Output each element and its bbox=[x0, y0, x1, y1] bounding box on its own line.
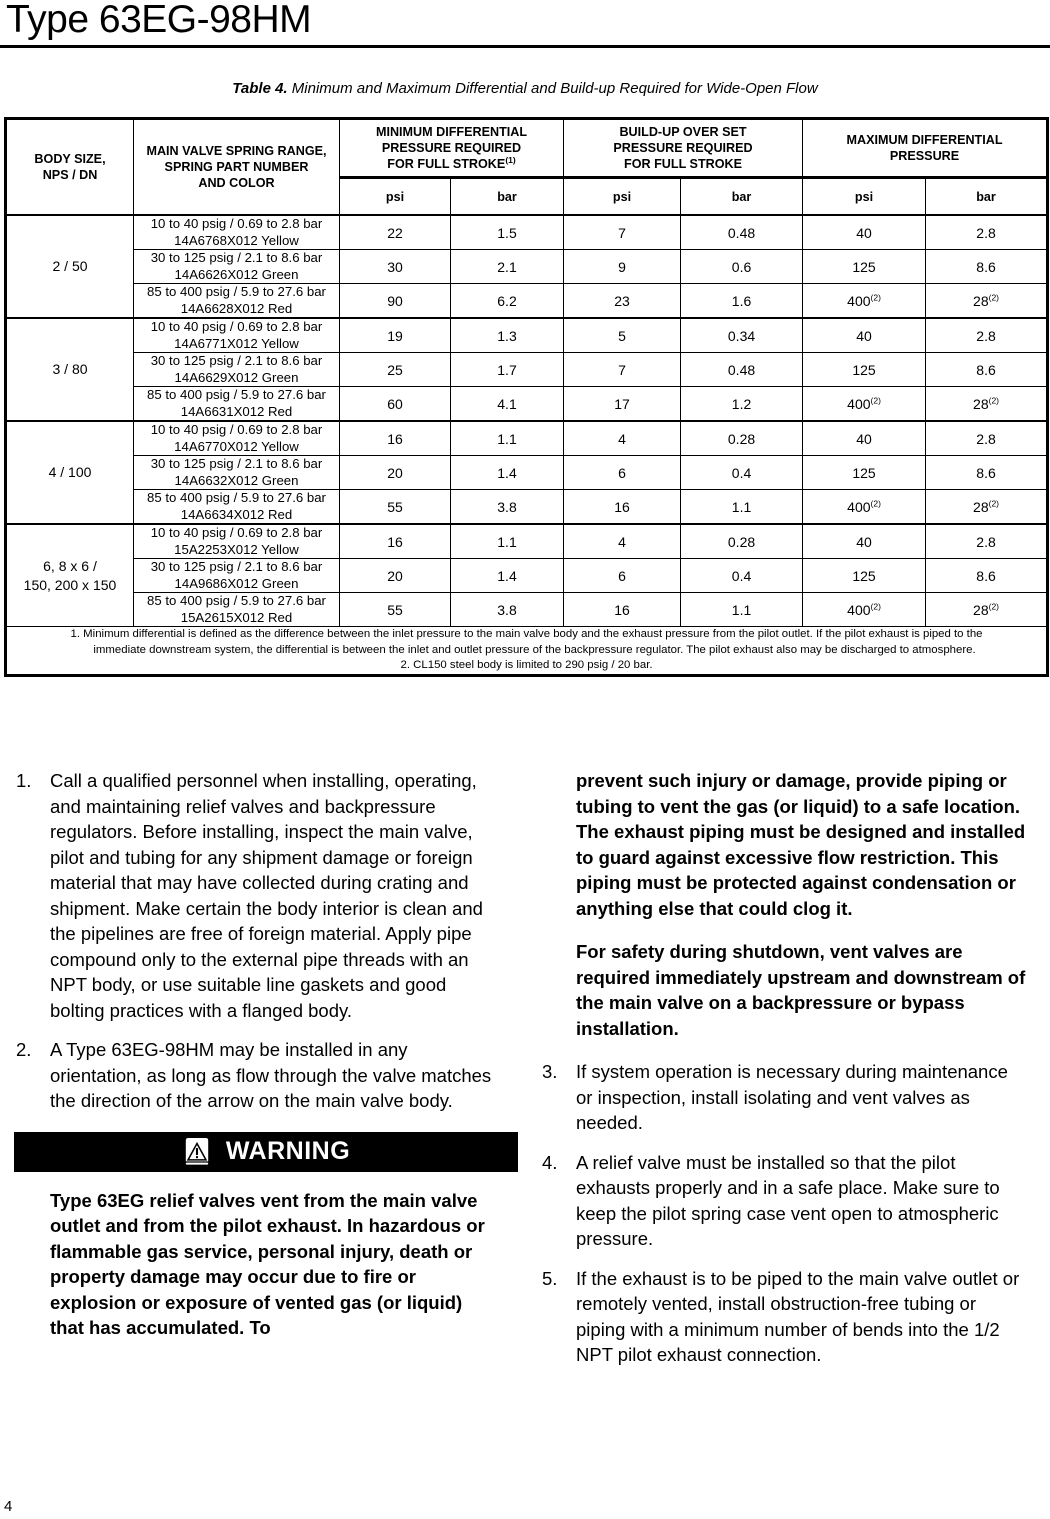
cell-min-bar: 2.1 bbox=[451, 250, 564, 284]
cell-min-bar: 1.1 bbox=[451, 524, 564, 559]
footnote-ref: (2) bbox=[870, 291, 881, 302]
table-header-row-main bbox=[6, 119, 1048, 178]
table-body bbox=[6, 215, 1048, 627]
cell-min-psi: 25 bbox=[340, 353, 451, 387]
spring-range-value: 10 to 40 psig / 0.69 to 2.8 bar bbox=[150, 525, 323, 540]
cell-min-psi: 30 bbox=[340, 250, 451, 284]
list-item-2-marker: 2. bbox=[16, 1039, 32, 1060]
cell-min-psi: 22 bbox=[340, 215, 451, 250]
cell-spring-range bbox=[134, 490, 340, 525]
cell-body-size: 2 / 50 bbox=[6, 215, 134, 318]
cell-buildup-bar: 1.6 bbox=[681, 284, 803, 319]
cell-max-bar: 28$^{(2)}$ bbox=[926, 284, 1048, 319]
cell-max-psi: 125 bbox=[803, 250, 926, 284]
cell-min-psi: 55 bbox=[340, 593, 451, 627]
list-item-3 bbox=[540, 1059, 1026, 1136]
cell-max-bar: 8.6 bbox=[926, 353, 1048, 387]
column-header-min-differential bbox=[340, 119, 564, 178]
list-item-4-text: A relief valve must be installed so that the pilot exhausts properly and in a safe place. Make sure to keep the pilot spring case vent open to atmospheric pressure. bbox=[576, 1151, 1000, 1249]
cell-max-psi: 40 bbox=[803, 318, 926, 353]
min-diff-line-1: MINIMUM DIFFERENTIAL bbox=[375, 125, 528, 139]
cell-spring-range bbox=[134, 250, 340, 284]
table-row bbox=[6, 456, 1048, 490]
spring-line-2: SPRING PART NUMBER bbox=[164, 160, 309, 174]
unit-header-max-bar: bar bbox=[926, 178, 1048, 216]
cell-buildup-psi: 9 bbox=[564, 250, 681, 284]
unit-header-buildup-psi: psi bbox=[564, 178, 681, 216]
list-item-3-text: If system operation is necessary during maintenance or inspection, install isolating and vent valves as needed. bbox=[576, 1061, 1008, 1133]
body-size-line-2: NPS / DN bbox=[42, 168, 98, 182]
cell-max-psi: 400$^{(2)}$ bbox=[803, 387, 926, 422]
footnote-1-line-1: 1. Minimum differential is defined as the difference between the inlet pressure to the main valve body and the exhaust pressure from the pilot outlet. If the pilot exhaust is piped to the bbox=[70, 628, 983, 640]
list-item-2 bbox=[14, 1037, 500, 1114]
cell-min-bar: 6.2 bbox=[451, 284, 564, 319]
cell-max-psi: 125 bbox=[803, 353, 926, 387]
cell-max-bar: 28$^{(2)}$ bbox=[926, 490, 1048, 525]
unit-header-min-psi: psi bbox=[340, 178, 451, 216]
cell-spring-range bbox=[134, 593, 340, 627]
warning-paragraph-3: For safety during shutdown, vent valves are required immediately upstream and downstream of the main valve on a backpressure or bypass installation. bbox=[576, 941, 1026, 1039]
table-row bbox=[6, 318, 1048, 353]
cell-spring-range bbox=[134, 421, 340, 456]
cell-max-bar: 8.6 bbox=[926, 559, 1048, 593]
unit-header-buildup-bar: bar bbox=[681, 178, 803, 216]
max-diff-line-2: PRESSURE bbox=[889, 149, 960, 163]
unit-header-min-bar: bar bbox=[451, 178, 564, 216]
cell-max-psi: 125 bbox=[803, 559, 926, 593]
cell-spring-range bbox=[134, 387, 340, 422]
footnote-ref: (2) bbox=[870, 394, 881, 405]
page-title: Type 63EG-98HM bbox=[6, 0, 312, 41]
cell-min-psi: 90 bbox=[340, 284, 451, 319]
cell-min-bar: 1.1 bbox=[451, 421, 564, 456]
spring-part-number-value: 14A6768X012 Yellow bbox=[174, 232, 299, 248]
spring-part-number-value: 15A2615X012 Red bbox=[180, 609, 293, 625]
cell-max-psi: 40 bbox=[803, 524, 926, 559]
cell-min-bar: 1.4 bbox=[451, 456, 564, 490]
list-item-1 bbox=[14, 768, 500, 1023]
cell-buildup-bar: 0.28 bbox=[681, 421, 803, 456]
cell-max-psi: 400$^{(2)}$ bbox=[803, 490, 926, 525]
cell-buildup-psi: 23 bbox=[564, 284, 681, 319]
spring-part-number-value: 14A6770X012 Yellow bbox=[174, 438, 299, 454]
cell-min-psi: 19 bbox=[340, 318, 451, 353]
list-item-2-text: A Type 63EG-98HM may be installed in any orientation, as long as flow through the valve matches the direction of the arrow on the main valve body. bbox=[50, 1039, 492, 1111]
cell-body-size: 4 / 100 bbox=[6, 421, 134, 524]
cell-buildup-psi: 6 bbox=[564, 559, 681, 593]
footnote-ref: (2) bbox=[870, 600, 881, 611]
cell-min-psi: 16 bbox=[340, 421, 451, 456]
spring-line-3: AND COLOR bbox=[198, 176, 275, 190]
cell-buildup-bar: 0.28 bbox=[681, 524, 803, 559]
body-size-line-1: BODY SIZE, bbox=[34, 152, 106, 166]
spring-part-number-value: 14A6626X012 Green bbox=[174, 266, 299, 282]
spring-range-value: 10 to 40 psig / 0.69 to 2.8 bar bbox=[150, 216, 323, 231]
cell-body-size bbox=[6, 524, 134, 627]
footnote-ref: (2) bbox=[988, 394, 1000, 405]
footnote-ref: (2) bbox=[988, 497, 1000, 508]
title-divider bbox=[0, 45, 1050, 48]
footnote-ref: (2) bbox=[988, 291, 1000, 302]
table-caption-text: Minimum and Maximum Differential and Build-up Required for Wide-Open Flow bbox=[287, 80, 818, 97]
cell-spring-range bbox=[134, 524, 340, 559]
footnote-1-line-2: immediate downstream system, the differential is between the inlet and outlet pressure of the backpressure regulator. The pilot exhaust also may be discharged to atmosphere. bbox=[93, 643, 976, 656]
body-size-value-line-2: 150, 200 x 150 bbox=[23, 576, 117, 593]
buildup-line-2: PRESSURE REQUIRED bbox=[613, 141, 753, 155]
cell-min-bar: 1.5 bbox=[451, 215, 564, 250]
list-item-5-marker: 5. bbox=[542, 1267, 558, 1289]
cell-min-bar: 1.3 bbox=[451, 318, 564, 353]
footnote-2: 2. CL150 steel body is limited to 290 psig / 20 bar. bbox=[400, 659, 653, 671]
table-row bbox=[6, 593, 1048, 627]
cell-min-psi: 55 bbox=[340, 490, 451, 525]
cell-buildup-psi: 6 bbox=[564, 456, 681, 490]
cell-buildup-psi: 4 bbox=[564, 524, 681, 559]
footnote-ref: (2) bbox=[988, 600, 1000, 611]
cell-buildup-bar: 0.34 bbox=[681, 318, 803, 353]
cell-buildup-psi: 16 bbox=[564, 490, 681, 525]
cell-max-bar: 28$^{(2)}$ bbox=[926, 593, 1048, 627]
warning-label: WARNING bbox=[225, 1137, 351, 1165]
left-column bbox=[14, 768, 500, 1357]
table-row bbox=[6, 215, 1048, 250]
list-item-4 bbox=[540, 1150, 1026, 1252]
cell-max-psi: 400$^{(2)}$ bbox=[803, 593, 926, 627]
cell-max-bar: 28$^{(2)}$ bbox=[926, 387, 1048, 422]
warning-triangle-icon bbox=[182, 1138, 212, 1166]
cell-spring-range bbox=[134, 318, 340, 353]
spec-table bbox=[4, 117, 1049, 677]
page-number: 4 bbox=[4, 1498, 13, 1515]
table-row bbox=[6, 387, 1048, 422]
unit-header-max-psi: psi bbox=[803, 178, 926, 216]
warning-paragraph-1: Type 63EG relief valves vent from the main valve outlet and from the pilot exhaust. In hazardous or flammable gas service, personal injury, death or property damage may occur due to fire or explosion or exposure of vented gas (or liquid) that has accumulated. To bbox=[50, 1189, 485, 1338]
cell-buildup-bar: 0.6 bbox=[681, 250, 803, 284]
cell-min-bar: 1.4 bbox=[451, 559, 564, 593]
spring-range-value: 30 to 125 psig / 2.1 to 8.6 bar bbox=[150, 353, 323, 368]
list-item-5-text: If the exhaust is to be piped to the main valve outlet or remotely vented, install obstruction-free tubing or piping with a minimum number of bends into the 1/2 NPT pilot exhaust connection. bbox=[576, 1267, 1020, 1365]
buildup-line-1: BUILD-UP OVER SET bbox=[619, 125, 747, 139]
warning-paragraph-2: prevent such injury or damage, provide piping or tubing to vent the gas (or liquid) to a safe location. The exhaust piping must be designed and installed to guard against excessive flow restriction. This piping must be protected against condensation or anything else that could clog it. bbox=[576, 770, 1026, 919]
min-diff-line-3: FOR FULL STROKE bbox=[387, 157, 506, 171]
cell-max-bar: 2.8 bbox=[926, 215, 1048, 250]
body-columns bbox=[0, 768, 1050, 1468]
min-diff-footnote-ref: (1) bbox=[505, 154, 516, 165]
cell-min-bar: 3.8 bbox=[451, 490, 564, 525]
spec-table-container bbox=[4, 117, 1046, 677]
spring-range-value: 30 to 125 psig / 2.1 to 8.6 bar bbox=[150, 559, 323, 574]
list-item-1-marker: 1. bbox=[16, 770, 32, 791]
list-item-5 bbox=[540, 1266, 1026, 1368]
spring-range-value: 85 to 400 psig / 5.9 to 27.6 bar bbox=[147, 490, 326, 505]
cell-max-bar: 2.8 bbox=[926, 421, 1048, 456]
min-diff-line-2: PRESSURE REQUIRED bbox=[381, 141, 522, 155]
spring-part-number-value: 15A2253X012 Yellow bbox=[174, 541, 299, 557]
table-row bbox=[6, 490, 1048, 525]
list-item-4-marker: 4. bbox=[542, 1151, 558, 1173]
spring-range-value: 85 to 400 psig / 5.9 to 27.6 bar bbox=[147, 284, 326, 299]
list-item-1-text: Call a qualified personnel when installing, operating, and maintaining relief valves and backpressure regulators. Before installing, inspect the main valve, pilot and tubing for any shipment damage or foreign material that may have collected during crating and shipment. Make certain the body interior is clean and the pipelines are free of foreign material. Apply pipe compound only to the external pipe threads with an NPT body, or use suitable line gaskets and good bolting practices with a flanged body. bbox=[50, 770, 483, 1021]
cell-spring-range bbox=[134, 456, 340, 490]
spring-range-value: 30 to 125 psig / 2.1 to 8.6 bar bbox=[150, 250, 323, 265]
table-footer bbox=[6, 627, 1048, 676]
table-row bbox=[6, 353, 1048, 387]
table-footnotes bbox=[6, 627, 1048, 676]
spring-part-number-value: 14A9686X012 Green bbox=[174, 575, 299, 591]
cell-min-psi: 60 bbox=[340, 387, 451, 422]
spring-range-value: 85 to 400 psig / 5.9 to 27.6 bar bbox=[147, 593, 326, 608]
warning-body-left bbox=[14, 1188, 500, 1341]
cell-spring-range bbox=[134, 215, 340, 250]
column-header-max-differential bbox=[803, 119, 1048, 178]
cell-max-psi: 125 bbox=[803, 456, 926, 490]
cell-spring-range bbox=[134, 353, 340, 387]
max-diff-line-1: MAXIMUM DIFFERENTIAL bbox=[846, 133, 1003, 147]
cell-max-psi: 40 bbox=[803, 215, 926, 250]
spring-part-number-value: 14A6628X012 Red bbox=[180, 300, 293, 316]
column-header-buildup bbox=[564, 119, 803, 178]
cell-min-psi: 20 bbox=[340, 456, 451, 490]
cell-min-bar: 1.7 bbox=[451, 353, 564, 387]
spring-range-value: 85 to 400 psig / 5.9 to 27.6 bar bbox=[147, 387, 326, 402]
list-item-3-marker: 3. bbox=[542, 1061, 558, 1082]
instruction-list-left bbox=[14, 768, 500, 1114]
cell-buildup-bar: 0.4 bbox=[681, 456, 803, 490]
table-row bbox=[6, 250, 1048, 284]
cell-buildup-psi: 7 bbox=[564, 353, 681, 387]
table-row bbox=[6, 421, 1048, 456]
cell-buildup-bar: 1.1 bbox=[681, 490, 803, 525]
table-footnotes-row bbox=[6, 627, 1048, 676]
spring-part-number-value: 14A6632X012 Green bbox=[174, 472, 299, 488]
spring-part-number-value: 14A6631X012 Red bbox=[180, 403, 293, 419]
cell-buildup-bar: 1.1 bbox=[681, 593, 803, 627]
cell-buildup-bar: 0.48 bbox=[681, 215, 803, 250]
cell-max-bar: 2.8 bbox=[926, 318, 1048, 353]
spring-range-value: 30 to 125 psig / 2.1 to 8.6 bar bbox=[150, 456, 323, 471]
spring-part-number-value: 14A6634X012 Red bbox=[180, 506, 293, 522]
table-caption bbox=[0, 80, 1050, 97]
cell-min-bar: 4.1 bbox=[451, 387, 564, 422]
cell-buildup-psi: 5 bbox=[564, 318, 681, 353]
right-column bbox=[540, 768, 1026, 1382]
column-header-spring bbox=[134, 119, 340, 216]
cell-max-psi: 40 bbox=[803, 421, 926, 456]
cell-max-bar: 2.8 bbox=[926, 524, 1048, 559]
spring-part-number-value: 14A6629X012 Green bbox=[174, 369, 299, 385]
cell-buildup-psi: 16 bbox=[564, 593, 681, 627]
spring-range-value: 10 to 40 psig / 0.69 to 2.8 bar bbox=[150, 422, 323, 437]
spring-range-value: 10 to 40 psig / 0.69 to 2.8 bar bbox=[150, 319, 323, 334]
table-caption-label: Table 4. bbox=[232, 80, 288, 97]
body-size-value-line-1: 6, 8 x 6 / bbox=[43, 557, 97, 574]
table-header bbox=[6, 119, 1048, 216]
warning-banner bbox=[14, 1132, 518, 1172]
cell-spring-range bbox=[134, 559, 340, 593]
cell-buildup-bar: 1.2 bbox=[681, 387, 803, 422]
cell-body-size: 3 / 80 bbox=[6, 318, 134, 421]
cell-buildup-psi: 7 bbox=[564, 215, 681, 250]
cell-buildup-bar: 0.48 bbox=[681, 353, 803, 387]
cell-buildup-psi: 4 bbox=[564, 421, 681, 456]
footnote-ref: (2) bbox=[870, 497, 881, 508]
cell-max-psi: 400$^{(2)}$ bbox=[803, 284, 926, 319]
cell-min-bar: 3.8 bbox=[451, 593, 564, 627]
cell-buildup-bar: 0.4 bbox=[681, 559, 803, 593]
cell-min-psi: 20 bbox=[340, 559, 451, 593]
cell-max-bar: 8.6 bbox=[926, 250, 1048, 284]
buildup-line-3: FOR FULL STROKE bbox=[624, 157, 743, 171]
cell-buildup-psi: 17 bbox=[564, 387, 681, 422]
instruction-list-right bbox=[540, 1059, 1026, 1368]
table-row bbox=[6, 284, 1048, 319]
spring-part-number-value: 14A6771X012 Yellow bbox=[174, 335, 299, 351]
cell-spring-range bbox=[134, 284, 340, 319]
spring-line-1: MAIN VALVE SPRING RANGE, bbox=[146, 144, 327, 158]
cell-max-bar: 8.6 bbox=[926, 456, 1048, 490]
table-row bbox=[6, 524, 1048, 559]
cell-min-psi: 16 bbox=[340, 524, 451, 559]
column-header-body-size bbox=[6, 119, 134, 216]
table-row bbox=[6, 559, 1048, 593]
